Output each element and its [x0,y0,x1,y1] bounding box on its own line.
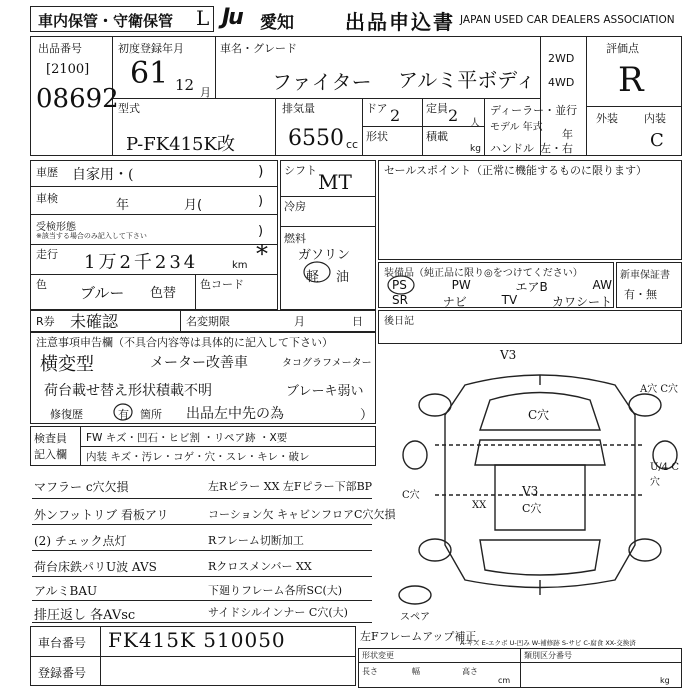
chassis-value: FK415K 510050 [108,628,286,652]
vehicle-label: 車名・グレード [220,42,297,55]
repair-close: ） [360,408,374,423]
grade-score: R [618,60,644,100]
mileage-unit: km [232,260,248,271]
remark-right-5: 下廻りフレーム各所SC(大) [208,584,343,597]
diagram-legend: A-キズ E-エクボ U-凹み W-補修跡 S-サビ C-腐食 XX-交換済 [460,639,636,647]
diagram-label-left-mid: C穴 [402,490,420,501]
registration-month-unit: 月 [200,86,211,99]
diagram-label-mid2: C穴 [522,502,542,515]
vehicle-name: ファイター [272,70,372,94]
notes-line1-a: 横変型 [40,354,94,375]
transfer-day: 日 [352,315,363,328]
transfer-month: 月 [294,315,305,328]
color-value: ブルー [80,284,125,302]
notes-label: 注意事項申告欄（不具合内容等は具体的に記入して下さい） [36,336,333,349]
after-note-box [378,310,682,344]
displacement-unit: cc [346,138,359,151]
shaken-close: ) [258,194,264,209]
remark-right-1: 左Rピラー XX 左Fピラー下部BP [208,480,373,493]
model-value: P-FK415K改 [126,134,235,155]
equip-tv: TV [501,293,518,307]
reg-number-label: 登録番号 [38,666,87,680]
remark-right-3: Rフレーム切断加工 [208,534,304,547]
vehicle-grade: アルミ平ボディ [398,68,536,92]
shape-label: 形状 [366,130,388,143]
remark-left-2: 外ンフットリブ 看板アリ [34,508,169,522]
equip-sr: SR [392,293,408,307]
capacity-label: 定員 [426,102,448,115]
size-change-label: 類別区分番号 [524,651,572,660]
remark-right-6: サイドシルインナー C穴(大) [208,606,348,619]
color-code-label: 色コード [200,278,244,291]
registration-year: 61 [130,56,169,91]
region-name: 愛知 [260,13,294,33]
kg-unit: kg [660,676,670,685]
r-ticket-label: R券 [36,315,55,328]
model-year-label: モデル 年式 [490,122,543,133]
exterior-label: 外装 [596,112,618,125]
diagram-label-right-mid: U/4 C穴 [650,462,679,488]
after-label: 後日記 [384,316,414,327]
fuel-circle [302,260,332,284]
jukei-note: ※該当する場合のみ記入して下さい [36,232,147,240]
association-name: JAPAN USED CAR DEALERS ASSOCIATION [460,14,675,26]
equipment-row2 [392,293,612,310]
lot-code: [2100] [46,62,90,77]
guarantee-label: 新車保証書 [620,270,670,281]
usage-value: 自家用・( [72,167,134,183]
equip-ps: PS [392,278,407,292]
diagram-label-top: V3 [500,348,517,362]
mileage-value: 1万2千234 [84,252,199,273]
diagram-label-center: C穴 [528,408,550,422]
jukei-label: 受検形態 [36,222,76,233]
capacity-unit: 人 [470,118,480,129]
brand-logo: Ju [222,5,242,30]
equip-leather: カワシート [551,295,612,309]
equip-pw: PW [451,278,471,292]
fuel-oil: 油 [336,270,350,285]
inspector-label: 検査員 [34,432,67,445]
r-ticket-value: 未確認 [70,312,119,331]
handle-label: ハンドル [490,142,534,155]
drive-4wd: 4WD [548,76,575,89]
equip-aw: AW [592,278,612,292]
length-label: 長さ [362,667,378,676]
door-label: ドア [366,102,388,115]
registration-label: 初度登録年月 [118,42,184,55]
repair-detail: 出品左中先の為 [186,406,284,422]
remark-left-4: 荷台床鉄パリU波 AVS [34,560,157,574]
handle-value: 左・右 [540,142,573,155]
equip-navi: ナビ [442,295,467,309]
drive-2wd: 2WD [548,52,575,65]
frame-note: 左Fフレームアップ補正 [360,630,477,643]
lot-number: 08692 [36,84,119,114]
usage-close: ) [258,164,264,180]
remark-left-5: アルミBAU [34,584,98,598]
equipment-label: 装備品（純正品に限り◎をつけてください） [384,268,583,279]
notes-line1-c: タコグラフメーター [282,358,372,369]
model-year-unit: 年 [562,128,573,141]
form-title: 出品申込書 [345,10,455,34]
guarantee-value: 有・無 [624,288,657,301]
usage-label: 車歴 [36,166,58,179]
lot-label: 出品番号 [38,42,82,55]
shaken-month: 月( [184,198,203,213]
shaken-year: 年 [116,198,130,213]
jukei-close: ) [258,224,264,239]
ps-circle [386,274,416,296]
fuel-light: 軽 [306,270,320,285]
width-label: 幅 [412,667,420,676]
chassis-label: 車台番号 [38,636,87,650]
registration-month: 12 [175,76,195,94]
storage-label: 車内保管・守衛保管 [38,12,174,30]
remark-right-2: コーション欠 キャビンフロアC穴欠損 [208,508,396,521]
spare-label: スペア [400,612,430,623]
model-label: 型式 [118,102,140,115]
form-type-label: 形状変更 [362,651,394,660]
remark-left-6: 排圧返し 各AVsc [34,608,136,623]
door-value: 2 [390,106,401,125]
shift-value: MT [318,170,352,194]
height-label: 高さ [462,667,478,676]
storage-mark: L [196,6,210,30]
repair-circle [112,402,134,422]
diagram-label-xx: XX [472,500,487,511]
notes-line2-b: ブレーキ弱い [286,384,364,399]
capacity-value: 2 [448,106,459,125]
entry-label: 記入欄 [34,448,67,461]
displacement-value: 6550 [288,126,344,151]
mileage-mark: * [256,240,268,268]
fw-line: FW キズ・凹石・ヒビ割 ・リペア跡 ・X要 [86,432,288,444]
cm-unit: cm [498,676,511,685]
shaken-label: 車検 [36,192,58,205]
weight-label: 積載 [426,130,448,143]
diagram-label-right-top: A穴 C穴 [640,384,679,395]
color-label: 色 [36,278,47,291]
fuel-label: 燃料 [284,232,306,245]
equip-airbag: エアB [515,280,548,294]
interior-label: 内装 [644,112,666,125]
fuel-gasoline: ガソリン [298,248,351,263]
remark-left-3: (2) チェック点灯 [34,534,127,548]
diagram-label-mid: V3 [522,484,539,498]
selling-points-label: セールスポイント（正常に機能するものに限ります） [384,164,648,177]
remark-left-1: マフラー c穴欠損 [34,480,129,494]
shift-label: シフト [284,164,317,177]
remark-right-4: Rクロスメンバー XX [208,560,312,573]
interior-line: 内装 キズ・汚レ・コゲ・穴・スレ・キレ・破レ [86,451,310,463]
mileage-label: 走行 [36,248,58,261]
grade-label: 評価点 [606,42,639,55]
notes-line1-b: メーター改善車 [150,355,248,371]
notes-line2-a: 荷台載せ替え形状積載不明 [44,383,212,399]
color-change: 色替 [150,286,177,301]
dealer-label: ディーラー・並行 [490,104,578,117]
ac-label: 冷房 [284,200,306,213]
transfer-label: 名変期限 [186,315,230,328]
repair-detail-label: 箇所 [140,408,162,421]
weight-unit: kg [470,144,481,154]
exterior-value: C [650,130,664,151]
repair-value: 有 [118,408,129,421]
displacement-label: 排気量 [282,102,315,115]
repair-label: 修復歴 [50,408,83,421]
